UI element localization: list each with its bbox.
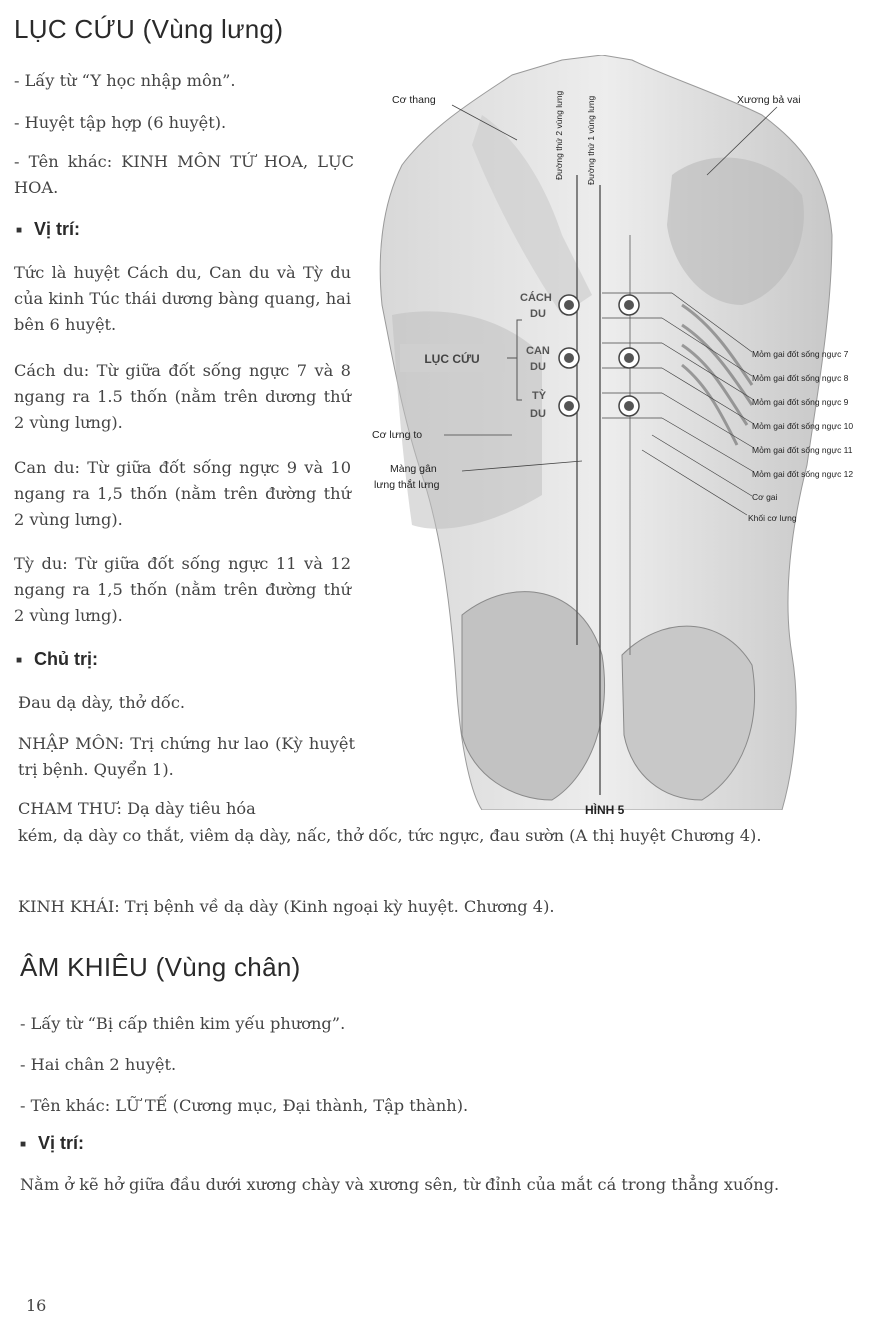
info-line: - Hai chân 2 huyệt. xyxy=(20,1055,177,1074)
paragraph: NHẬP MÔN: Trị chứng hư lao (Kỳ huyệt trị bệnh. Quyển 1). xyxy=(18,734,355,779)
label-mom-gai-11: Mỏm gai đốt sống ngực 11 xyxy=(752,445,853,455)
label-can: CAN xyxy=(526,345,550,357)
label-mom-gai-7: Mỏm gai đốt sống ngực 7 xyxy=(752,349,849,359)
label-co-gai: Cơ gai xyxy=(752,492,778,502)
acupoint-ty-du-left xyxy=(559,396,579,416)
section-title-luc-cuu: LỤC CỨU (Vùng lưng) xyxy=(14,14,284,44)
latissimus-shape xyxy=(392,311,542,528)
anatomy-figure xyxy=(362,55,892,810)
label-mang-gan-1: Màng gân xyxy=(390,463,437,475)
paragraph: KINH KHÁI: Trị bệnh về dạ dày (Kinh ngoại kỳ huyệt. Chương 4). xyxy=(18,897,555,916)
label-duong-thu-1: Đường thứ 1 vùng lưng xyxy=(586,95,596,185)
bullet-icon: ■ xyxy=(16,224,23,236)
info-line: - Tên khác: LỮ TẾ (Cương mục, Đại thành, Tập thành). xyxy=(20,1096,469,1115)
acupoint-cach-du-left xyxy=(559,295,579,315)
label-mom-gai-9: Mỏm gai đốt sống ngực 9 xyxy=(752,397,849,407)
label-mom-gai-12: Mỏm gai đốt sống ngực 12 xyxy=(752,469,854,479)
paragraph: Tỳ du: Từ giữa đốt sống ngực 11 và 12 ngang ra 1,5 thốn (nằm trên đường thứ 2 vùng lưng). xyxy=(14,554,351,625)
label-can-du: DU xyxy=(530,361,546,373)
label-duong-thu-2: Đường thứ 2 vùng lưng xyxy=(554,90,564,180)
bullet-icon: ■ xyxy=(20,1138,27,1150)
acupoint-cach-du-right xyxy=(619,295,639,315)
page-number: 16 xyxy=(26,1296,47,1315)
label-cach-du: DU xyxy=(530,308,546,320)
subheading-vi-tri xyxy=(16,219,80,240)
subheading-label: Chủ trị: xyxy=(34,649,99,669)
subheading-vi-tri-2 xyxy=(20,1133,84,1154)
label-cach: CÁCH xyxy=(520,292,552,304)
gluteal-left xyxy=(462,592,605,800)
paragraph: Đau dạ dày, thở dốc. xyxy=(18,693,186,712)
paragraph: Can du: Từ giữa đốt sống ngực 9 và 10 ngang ra 1,5 thốn (nằm trên đường thứ 2 vùng lưng). xyxy=(14,458,351,529)
label-xuong-ba-vai: Xương bả vai xyxy=(737,94,801,106)
paragraph: Tức là huyệt Cách du, Can du và Tỳ du của kinh Túc thái dương bàng quang, hai bên 6 huyệt. xyxy=(14,263,351,334)
acupoint-can-du-left xyxy=(559,348,579,368)
info-line: - Huyệt tập hợp (6 huyệt). xyxy=(14,113,227,132)
label-co-lung-to: Cơ lưng to xyxy=(372,429,423,441)
figure-caption: HÌNH 5 xyxy=(585,803,625,817)
subheading-label: Vị trí: xyxy=(34,219,81,239)
label-mom-gai-10: Mỏm gai đốt sống ngực 10 xyxy=(752,421,854,431)
paragraph: Cách du: Từ giữa đốt sống ngực 7 và 8 ngang ra 1.5 thốn (nằm trên dương thứ 2 vùng lưng). xyxy=(14,361,351,432)
bullet-icon: ■ xyxy=(16,654,23,666)
label-mang-gan-2: lưng thắt lưng xyxy=(374,479,440,491)
subheading-label: Vị trí: xyxy=(38,1133,85,1153)
info-line: - Lấy từ “Bị cấp thiên kim yếu phương”. xyxy=(20,1014,346,1033)
label-mom-gai-8: Mỏm gai đốt sống ngực 8 xyxy=(752,373,849,383)
label-luc-cuu: LỤC CỨU xyxy=(424,352,480,366)
section-title-am-khieu: ÂM KHIÊU (Vùng chân) xyxy=(20,952,301,982)
acupoint-ty-du-right xyxy=(619,396,639,416)
info-line: - Tên khác: KINH MÔN TỨ HOA, LỤC HOA. xyxy=(14,152,354,197)
acupoint-can-du-right xyxy=(619,348,639,368)
info-line: - Lấy từ “Y học nhập môn”. xyxy=(14,71,236,90)
paragraph: CHAM THƯ: Dạ dày tiêu hóa xyxy=(18,799,256,818)
label-ty: TỲ xyxy=(532,390,547,402)
subheading-chu-tri xyxy=(16,649,98,670)
label-ty-du: DU xyxy=(530,408,546,420)
paragraph: Nằm ở kẽ hở giữa đầu dưới xương chày và xương sên, từ đỉnh của mắt cá trong thẳng xuống. xyxy=(20,1175,780,1194)
label-co-thang: Cơ thang xyxy=(392,94,436,106)
paragraph: kém, dạ dày co thắt, viêm dạ dày, nấc, thở dốc, tức ngực, đau sườn (A thị huyệt Chương 4). xyxy=(18,826,762,845)
label-khoi-co-lung: Khối cơ lưng xyxy=(748,513,797,523)
